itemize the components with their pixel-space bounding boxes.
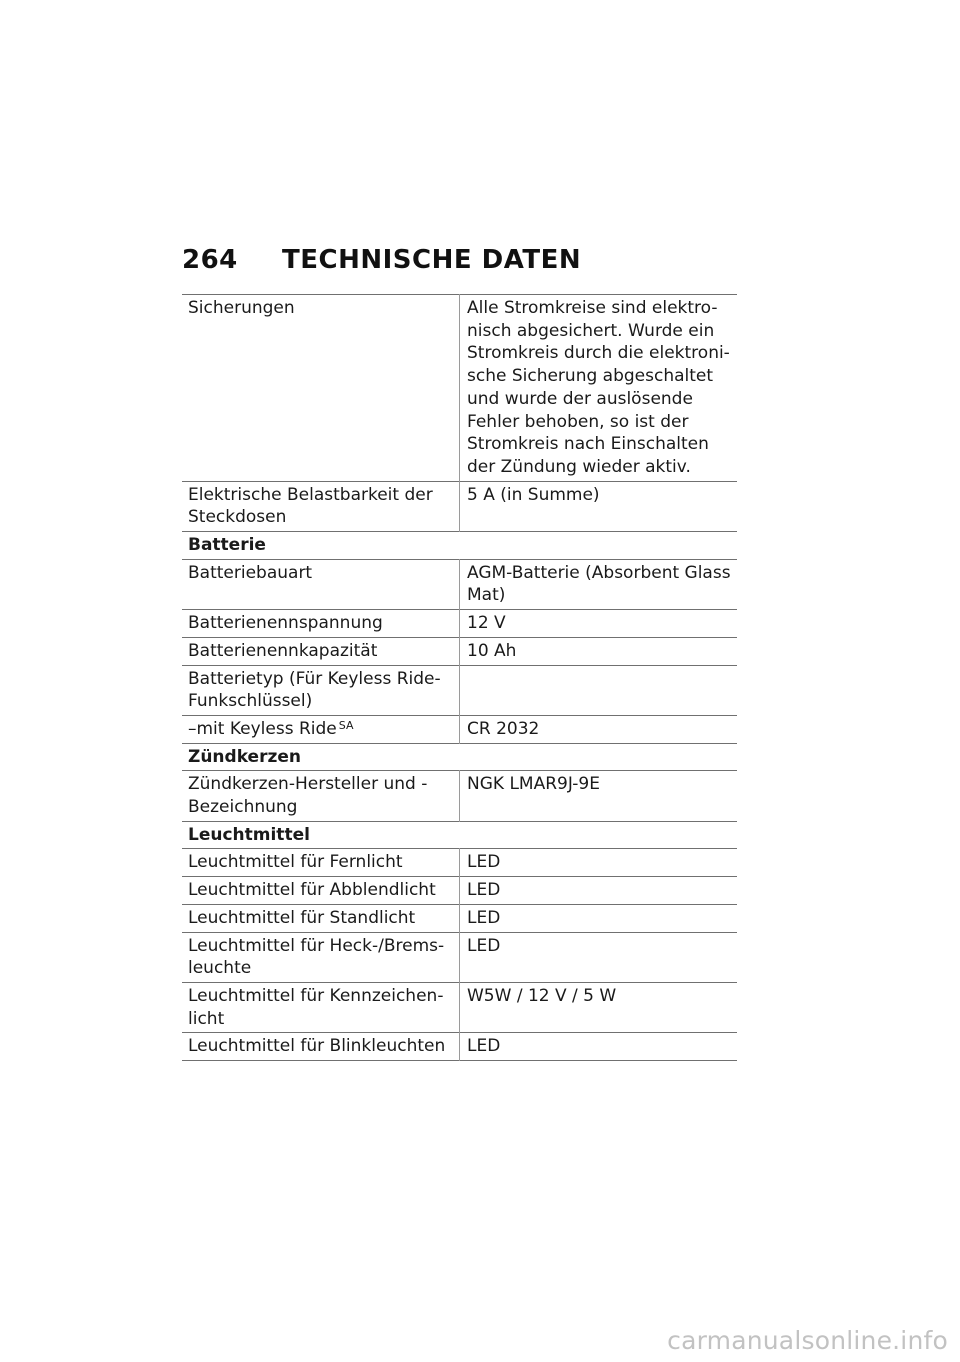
- row-value: Alle Stromkreise sind elektro-nisch abgesichert. Wurde ein Stromkreis durch die elektroni-sche Sicherung abgeschaltet und wurde der auslösende Fehler behoben, so ist der Stromkreis nach Einschalten der Zündung wieder aktiv.: [467, 298, 730, 477]
- row-label: Zündkerzen-Hersteller und -Bezeichnung: [182, 771, 460, 821]
- row-label: Batterienennspannung: [182, 610, 460, 638]
- row-value: 10 Ah: [467, 640, 517, 661]
- table-row: [182, 481, 737, 531]
- section-heading: Batterie: [188, 535, 266, 556]
- row-label: Batterietyp (Für Keyless Ride-Funkschlüssel): [182, 665, 460, 715]
- row-label: Leuchtmittel für Heck-/Brems-leuchte: [182, 932, 460, 982]
- sa-superscript: SA: [338, 718, 354, 732]
- row-value: NGK LMAR9J-9E: [467, 774, 600, 795]
- row-value: AGM-Batterie (Absorbent Glass Mat): [467, 562, 731, 606]
- row-value: LED: [467, 880, 501, 901]
- table-row: [182, 715, 737, 743]
- row-label: [182, 715, 460, 743]
- page-title: TECHNISCHE DATEN: [282, 245, 582, 275]
- row-value: LED: [467, 907, 501, 928]
- row-value: 5 A (in Summe): [467, 484, 600, 505]
- page-header: [182, 240, 581, 280]
- table-row: [182, 610, 737, 638]
- row-label: Leuchtmittel für Kennzeichen-licht: [182, 982, 460, 1032]
- page-number: 264: [182, 245, 238, 275]
- spec-table: [182, 294, 737, 1061]
- table-row: [182, 637, 737, 665]
- table-row: [182, 904, 737, 932]
- row-label: Leuchtmittel für Abblendlicht: [182, 877, 460, 905]
- table-row: [182, 665, 737, 715]
- row-label-text: –mit Keyless Ride: [188, 718, 337, 739]
- section-heading-leuchtmittel: [182, 821, 737, 849]
- table-row: [182, 982, 737, 1032]
- row-label: Elektrische Belastbarkeit der Steckdosen: [182, 481, 460, 531]
- table-row: [182, 559, 737, 609]
- row-value: LED: [467, 1036, 501, 1057]
- row-label: Leuchtmittel für Blinkleuchten: [182, 1033, 460, 1061]
- section-heading-zuendkerzen: [182, 743, 737, 771]
- section-heading-batterie: [182, 532, 737, 560]
- table-row: [182, 932, 737, 982]
- table-row: [182, 877, 737, 905]
- row-value: W5W / 12 V / 5 W: [467, 985, 617, 1006]
- section-heading: Leuchtmittel: [188, 824, 310, 845]
- row-value: [460, 665, 738, 715]
- row-label: Leuchtmittel für Standlicht: [182, 904, 460, 932]
- table-row: [182, 1033, 737, 1061]
- row-label: Batterienennkapazität: [182, 637, 460, 665]
- row-value: LED: [467, 935, 501, 956]
- section-heading: Zündkerzen: [188, 746, 301, 767]
- row-label: Sicherungen: [182, 295, 460, 482]
- row-label: Leuchtmittel für Fernlicht: [182, 849, 460, 877]
- row-value: CR 2032: [467, 718, 540, 739]
- table-row: [182, 849, 737, 877]
- watermark: carmanualsonline.info: [667, 1326, 948, 1355]
- row-label: Batteriebauart: [182, 559, 460, 609]
- row-value: 12 V: [467, 613, 506, 634]
- table-row: [182, 295, 737, 482]
- table-row: [182, 771, 737, 821]
- row-value: LED: [467, 852, 501, 873]
